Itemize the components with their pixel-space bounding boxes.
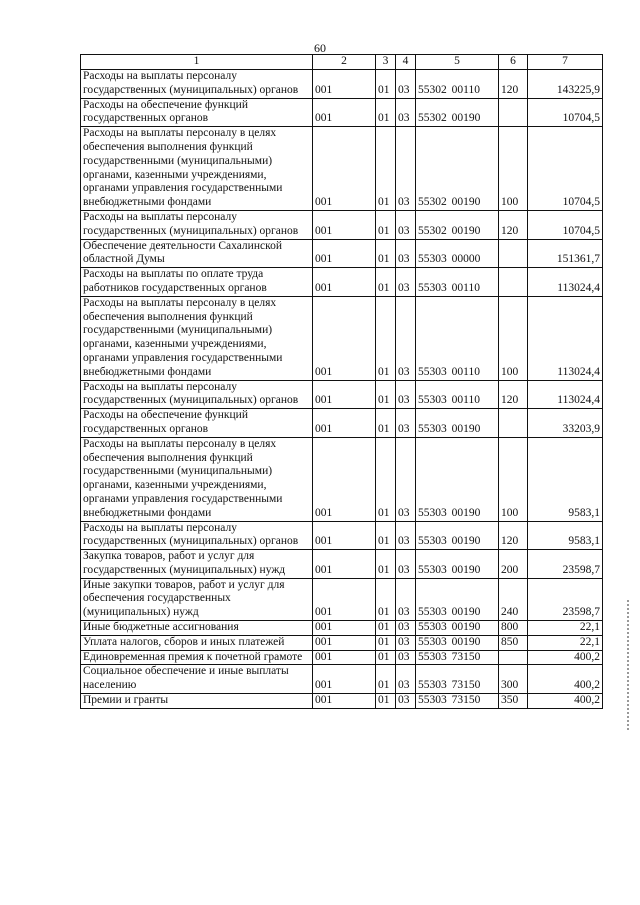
amount-cell: 9583,1 (528, 521, 603, 550)
target-article-cell: 55303 00190 (416, 550, 499, 579)
subsection-cell: 03 (396, 437, 416, 521)
subsection-cell: 03 (396, 127, 416, 211)
table-row (81, 621, 603, 636)
subsection-cell: 03 (396, 239, 416, 268)
code-cell: 001 (313, 268, 376, 297)
row-description: Расходы на выплаты по оплате труда работников государственных органов (81, 268, 313, 297)
section-cell: 01 (376, 380, 396, 409)
table-body (81, 70, 603, 709)
section-cell: 01 (376, 70, 396, 99)
section-cell: 01 (376, 239, 396, 268)
code-cell: 001 (313, 239, 376, 268)
row-description: Иные бюджетные ассигнования (81, 621, 313, 636)
code-cell: 001 (313, 437, 376, 521)
table-row (81, 694, 603, 709)
row-description: Единовременная премия к почетной грамоте (81, 650, 313, 665)
table-row (81, 665, 603, 694)
code-cell: 001 (313, 98, 376, 127)
row-description: Закупка товаров, работ и услуг для государственных (муниципальных) нужд (81, 550, 313, 579)
amount-cell: 9583,1 (528, 437, 603, 521)
code-cell: 001 (313, 127, 376, 211)
amount-cell: 10704,5 (528, 210, 603, 239)
expense-type-cell: 300 (499, 665, 528, 694)
expense-type-cell: 240 (499, 578, 528, 620)
section-cell: 01 (376, 694, 396, 709)
column-header: 6 (499, 55, 528, 70)
amount-cell: 23598,7 (528, 578, 603, 620)
table-row (81, 268, 603, 297)
section-cell: 01 (376, 621, 396, 636)
section-cell: 01 (376, 98, 396, 127)
code-cell: 001 (313, 521, 376, 550)
table-row (81, 127, 603, 211)
row-description: Социальное обеспечение и иные выплаты населению (81, 665, 313, 694)
expense-type-cell (499, 98, 528, 127)
row-description: Расходы на обеспечение функций государственных органов (81, 98, 313, 127)
expense-type-cell: 120 (499, 380, 528, 409)
subsection-cell: 03 (396, 380, 416, 409)
row-description: Премии и гранты (81, 694, 313, 709)
target-article-cell: 55303 00000 (416, 239, 499, 268)
table-row (81, 210, 603, 239)
amount-cell: 113024,4 (528, 296, 603, 380)
amount-cell: 151361,7 (528, 239, 603, 268)
budget-table (80, 54, 603, 709)
column-number-row (81, 55, 603, 70)
code-cell: 001 (313, 694, 376, 709)
row-description: Расходы на выплаты персоналу государственных (муниципальных) органов (81, 380, 313, 409)
amount-cell: 10704,5 (528, 127, 603, 211)
row-description: Расходы на выплаты персоналу государственных (муниципальных) органов (81, 210, 313, 239)
subsection-cell: 03 (396, 296, 416, 380)
section-cell: 01 (376, 635, 396, 650)
target-article-cell: 55303 73150 (416, 665, 499, 694)
section-cell: 01 (376, 409, 396, 438)
expense-type-cell (499, 650, 528, 665)
target-article-cell: 55303 73150 (416, 694, 499, 709)
amount-cell: 143225,9 (528, 70, 603, 99)
subsection-cell: 03 (396, 210, 416, 239)
target-article-cell: 55302 00110 (416, 70, 499, 99)
row-description: Иные закупки товаров, работ и услуг для обеспечения государственных (муниципальных) нужд (81, 578, 313, 620)
table-row (81, 409, 603, 438)
code-cell: 001 (313, 635, 376, 650)
table-row (81, 650, 603, 665)
row-description: Расходы на выплаты персоналу государственных (муниципальных) органов (81, 70, 313, 99)
subsection-cell: 03 (396, 635, 416, 650)
code-cell: 001 (313, 409, 376, 438)
table-row (81, 70, 603, 99)
target-article-cell: 55303 00190 (416, 578, 499, 620)
subsection-cell: 03 (396, 694, 416, 709)
page-number: 60 (314, 41, 326, 55)
row-description: Расходы на обеспечение функций государственных органов (81, 409, 313, 438)
row-description: Обеспечение деятельности Сахалинской областной Думы (81, 239, 313, 268)
subsection-cell: 03 (396, 665, 416, 694)
amount-cell: 113024,4 (528, 268, 603, 297)
table-row (81, 98, 603, 127)
expense-type-cell: 100 (499, 127, 528, 211)
amount-cell: 113024,4 (528, 380, 603, 409)
amount-cell: 400,2 (528, 650, 603, 665)
section-cell: 01 (376, 268, 396, 297)
target-article-cell: 55302 00190 (416, 98, 499, 127)
column-header: 7 (528, 55, 603, 70)
expense-type-cell: 200 (499, 550, 528, 579)
amount-cell: 400,2 (528, 694, 603, 709)
section-cell: 01 (376, 210, 396, 239)
scan-edge-mark (627, 600, 631, 730)
section-cell: 01 (376, 650, 396, 665)
section-cell: 01 (376, 521, 396, 550)
table-row (81, 296, 603, 380)
subsection-cell: 03 (396, 550, 416, 579)
code-cell: 001 (313, 621, 376, 636)
row-description: Расходы на выплаты персоналу государственных (муниципальных) органов (81, 521, 313, 550)
expense-type-cell: 100 (499, 437, 528, 521)
amount-cell: 22,1 (528, 635, 603, 650)
code-cell: 001 (313, 380, 376, 409)
expense-type-cell: 120 (499, 210, 528, 239)
section-cell: 01 (376, 578, 396, 620)
code-cell: 001 (313, 210, 376, 239)
amount-cell: 23598,7 (528, 550, 603, 579)
column-header: 1 (81, 55, 313, 70)
target-article-cell: 55303 00190 (416, 635, 499, 650)
code-cell: 001 (313, 296, 376, 380)
target-article-cell: 55303 00190 (416, 437, 499, 521)
column-header: 3 (376, 55, 396, 70)
target-article-cell: 55303 00190 (416, 621, 499, 636)
row-description: Расходы на выплаты персоналу в целях обеспечения выполнения функций государственными (муниципальными) органами, казенными учреждениями, органами управления государственными внебюджетными фондами (81, 296, 313, 380)
row-description: Расходы на выплаты персоналу в целях обеспечения выполнения функций государственными (муниципальными) органами, казенными учреждениями, органами управления государственными внебюджетными фондами (81, 437, 313, 521)
target-article-cell: 55302 00190 (416, 127, 499, 211)
target-article-cell: 55302 00190 (416, 210, 499, 239)
code-cell: 001 (313, 550, 376, 579)
target-article-cell: 55303 00190 (416, 409, 499, 438)
table-row (81, 521, 603, 550)
table-row (81, 578, 603, 620)
amount-cell: 22,1 (528, 621, 603, 636)
code-cell: 001 (313, 650, 376, 665)
subsection-cell: 03 (396, 650, 416, 665)
table-row (81, 437, 603, 521)
expense-type-cell: 800 (499, 621, 528, 636)
code-cell: 001 (313, 578, 376, 620)
section-cell: 01 (376, 296, 396, 380)
code-cell: 001 (313, 70, 376, 99)
expense-type-cell: 850 (499, 635, 528, 650)
subsection-cell: 03 (396, 621, 416, 636)
amount-cell: 33203,9 (528, 409, 603, 438)
column-header: 5 (416, 55, 499, 70)
target-article-cell: 55303 00110 (416, 380, 499, 409)
section-cell: 01 (376, 550, 396, 579)
table-row (81, 380, 603, 409)
code-cell: 001 (313, 665, 376, 694)
row-description: Уплата налогов, сборов и иных платежей (81, 635, 313, 650)
row-description: Расходы на выплаты персоналу в целях обеспечения выполнения функций государственными (муниципальными) органами, казенными учреждениями, органами управления государственными внебюджетными фондами (81, 127, 313, 211)
expense-type-cell: 350 (499, 694, 528, 709)
column-header: 4 (396, 55, 416, 70)
expense-type-cell: 100 (499, 296, 528, 380)
expense-type-cell (499, 409, 528, 438)
expense-type-cell (499, 268, 528, 297)
expense-type-cell (499, 239, 528, 268)
subsection-cell: 03 (396, 98, 416, 127)
subsection-cell: 03 (396, 409, 416, 438)
table-row (81, 550, 603, 579)
target-article-cell: 55303 00110 (416, 268, 499, 297)
subsection-cell: 03 (396, 578, 416, 620)
section-cell: 01 (376, 665, 396, 694)
expense-type-cell: 120 (499, 70, 528, 99)
amount-cell: 10704,5 (528, 98, 603, 127)
section-cell: 01 (376, 437, 396, 521)
target-article-cell: 55303 73150 (416, 650, 499, 665)
section-cell: 01 (376, 127, 396, 211)
table-row (81, 239, 603, 268)
subsection-cell: 03 (396, 70, 416, 99)
expense-type-cell: 120 (499, 521, 528, 550)
subsection-cell: 03 (396, 268, 416, 297)
table-row (81, 635, 603, 650)
target-article-cell: 55303 00110 (416, 296, 499, 380)
column-header: 2 (313, 55, 376, 70)
amount-cell: 400,2 (528, 665, 603, 694)
target-article-cell: 55303 00190 (416, 521, 499, 550)
subsection-cell: 03 (396, 521, 416, 550)
